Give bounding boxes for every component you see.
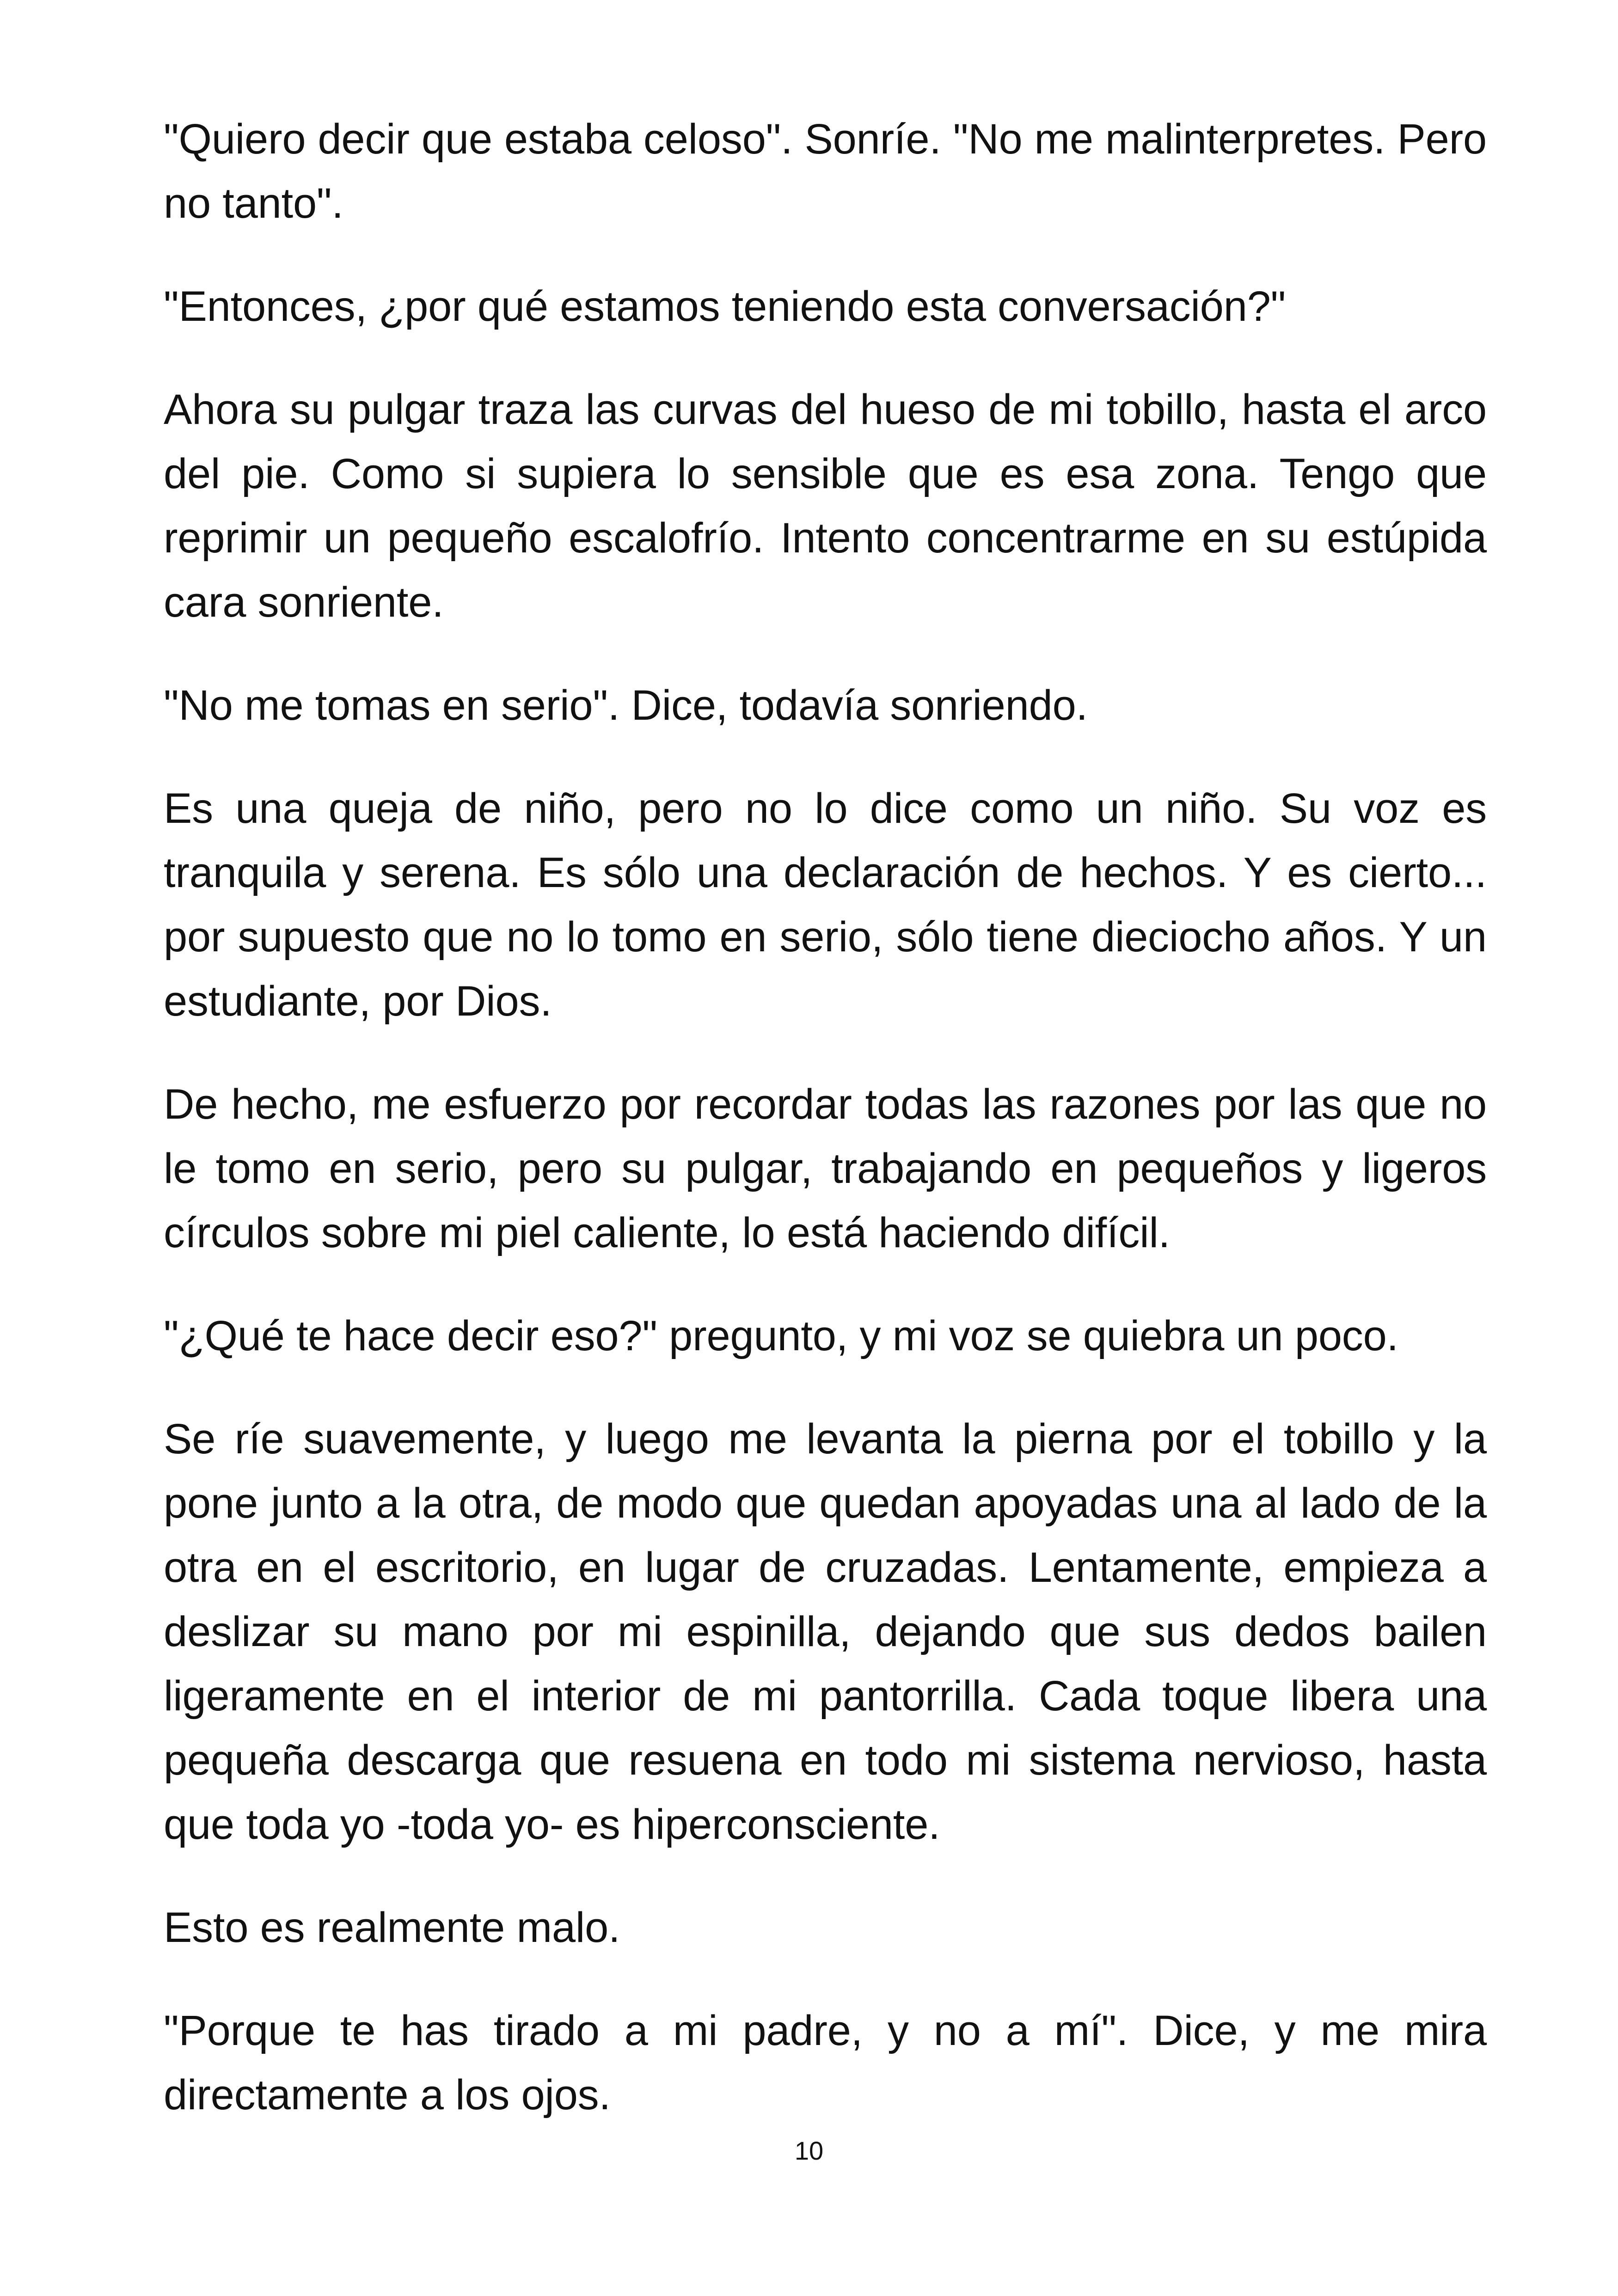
paragraph: "Porque te has tirado a mi padre, y no a mí". Dice, y me mira directamente a los ojos. xyxy=(164,2007,1487,2118)
body-text xyxy=(164,107,1487,2166)
paragraph: "No me tomas en serio". Dice, todavía sonriendo. xyxy=(164,682,1088,729)
paragraph: "¿Qué te hace decir eso?" pregunto, y mi voz se quiebra un poco. xyxy=(164,1312,1398,1359)
paragraph: "Quiero decir que estaba celoso". Sonríe. "No me malinterpretes. Pero no tanto". xyxy=(164,116,1487,227)
page-number: 10 xyxy=(794,2136,824,2165)
paragraph: Se ríe suavemente, y luego me levanta la pierna por el tobillo y la pone junto a la otra, de modo que quedan apoyadas una al lado de la otra en el escritorio, en lugar de cruzadas. Lentamente, empieza a deslizar su mano por mi espinilla, dejando que sus dedos bailen ligeramente en el interior de mi pantorrilla. Cada toque libera una pequeña descarga que resuena en todo mi sistema nervioso, hasta que toda yo -toda yo- es hiperconsciente. xyxy=(164,1415,1487,1848)
paragraph: Es una queja de niño, pero no lo dice como un niño. Su voz es tranquila y serena. Es sólo una declaración de hechos. Y es cierto... por supuesto que no lo tomo en serio, sólo tiene dieciocho años. Y un estudiante, por Dios. xyxy=(164,785,1487,1025)
paragraph: Esto es realmente malo. xyxy=(164,1904,620,1951)
paragraph: Ahora su pulgar traza las curvas del hueso de mi tobillo, hasta el arco del pie. Como si supiera lo sensible que es esa zona. Tengo que reprimir un pequeño escalofrío. Intento concentrarme en su estúpida cara sonriente. xyxy=(164,386,1487,626)
paragraph: "Entonces, ¿por qué estamos teniendo esta conversación?" xyxy=(164,283,1286,330)
paragraph: De hecho, me esfuerzo por recordar todas las razones por las que no le tomo en serio, pero su pulgar, trabajando en pequeños y ligeros círculos sobre mi piel caliente, lo está haciendo difícil. xyxy=(164,1081,1487,1256)
